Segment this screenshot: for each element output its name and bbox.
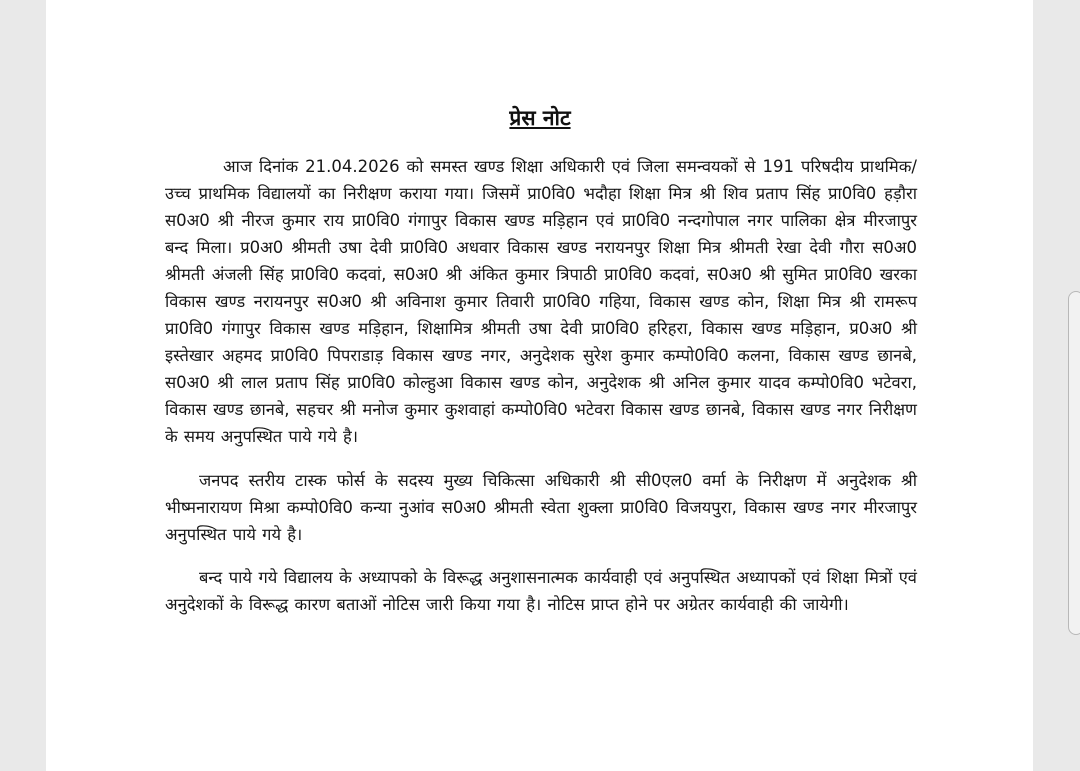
document-body: [165, 153, 917, 618]
document-title: प्रेस नोट: [509, 106, 571, 130]
paragraph-task-force: जनपद स्तरीय टास्क फोर्स के सदस्य मुख्य चिकित्सा अधिकारी श्री सी0एल0 वर्मा के निरीक्षण में अनुदेशक श्री भीष्मनारायण मिश्रा कम्पो0वि0 कन्या नुआंव स0अ0 श्रीमती स्वेता शुक्ला प्रा0वि0 विजयपुरा, विकास खण्ड नगर मीरजापुर अनुपस्थित पाये गये है।: [165, 471, 917, 544]
paragraph-action: बन्द पाये गये विद्यालय के अध्यापको के विरूद्ध अनुशासनात्मक कार्यवाही एवं अनुपस्थित अध्यापकों एवं शिक्षा मित्रों एवं अनुदेशकों के विरूद्ध कारण बताओं नोटिस जारी किया गया है। नोटिस प्राप्त होने पर अग्रेतर कार्यवाही की जायेगी।: [165, 568, 917, 614]
document-title-wrap: [0, 104, 1080, 132]
scroll-handle[interactable]: [1068, 291, 1080, 635]
paragraph-inspection: आज दिनांक 21.04.2026 को समस्त खण्ड शिक्षा अधिकारी एवं जिला समन्वयकों से 191 परिषदीय प्राथमिक/उच्च प्राथमिक विद्यालयों का निरीक्षण कराया गया। जिसमें प्रा0वि0 भदौहा शिक्षा मित्र श्री शिव प्रताप सिंह प्रा0वि0 हड़ौरा स0अ0 श्री नीरज कुमार राय प्रा0वि0 गंगापुर विकास खण्ड मड़िहान एवं प्रा0वि0 नन्दगोपाल नगर पालिका क्षेत्र मीरजापुर बन्द मिला। प्र0अ0 श्रीमती उषा देवी प्रा0वि0 अधवार विकास खण्ड नरायनपुर शिक्षा मित्र श्रीमती रेखा देवी गौरा स0अ0 श्रीमती अंजली सिंह प्रा0वि0 कदवां, स0अ0 श्री अंकित कुमार त्रिपाठी प्रा0वि0 कदवां, स0अ0 श्री सुमित प्रा0वि0 खरका विकास खण्ड नरायनपुर स0अ0 श्री अविनाश कुमार तिवारी प्रा0वि0 गहिया, विकास खण्ड कोन, शिक्षा मित्र श्री रामरूप प्रा0वि0 गंगापुर विकास खण्ड मड़िहान, शिक्षामित्र श्रीमती उषा देवी प्रा0वि0 हरिहरा, विकास खण्ड मड़िहान, प्र0अ0 श्री इस्तेखार अहमद प्रा0वि0 पिपराडाड़ विकास खण्ड नगर, अनुदेशक सुरेश कुमार कम्पो0वि0 कलना, विकास खण्ड छानबे, स0अ0 श्री लाल प्रताप सिंह प्रा0वि0 कोल्हुआ विकास खण्ड कोन, अनुदेशक श्री अनिल कुमार यादव कम्पो0वि0 भटेवरा, विकास खण्ड छानबे, सहचर श्री मनोज कुमार कुशवाहां कम्पो0वि0 भटेवरा विकास खण्ड छानबे, विकास खण्ड नगर निरीक्षण के समय अनुपस्थित पाये गये है।: [165, 157, 917, 446]
